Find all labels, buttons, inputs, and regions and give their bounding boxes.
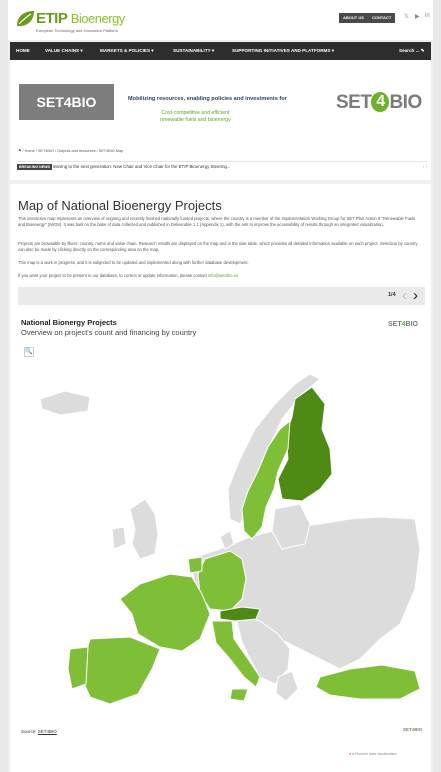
banner-slogan: Mobilizing resources, enabling policies and investments for xyxy=(128,96,287,102)
youtube-icon[interactable]: ▶ xyxy=(415,14,420,20)
ticker-headline[interactable]: Moving to the next generation: New Chair and Vice Chair for the ETIP Bioenergy Steering... xyxy=(53,164,231,169)
map-title: National Bionergy Projects xyxy=(21,318,117,327)
home-icon[interactable]: ⚑ xyxy=(18,149,22,153)
set4bio-badge: SET4BIO xyxy=(19,84,114,120)
main-nav xyxy=(10,42,431,60)
filters-paragraph: Projects are browsable by filters: country, name and value chain. Research results are displayed on the map and in the side table, which provides all detailed information available on each project. Selection by country can also be made by clicking directly on the corresponding area on the map. xyxy=(18,241,418,253)
europe-map[interactable] xyxy=(20,359,428,719)
banner-section xyxy=(10,60,431,180)
map-subtitle: Overview on project's count and financing by country xyxy=(21,328,197,337)
source-link[interactable]: SET4BIO xyxy=(37,729,57,734)
brand-subtitle: European Technology and Innovation Platform xyxy=(36,28,118,33)
nav-value-chains[interactable]: VALUE CHAINS ▾ xyxy=(45,48,83,53)
map-netherlands[interactable] xyxy=(188,557,202,573)
nav-markets-policies[interactable]: MARKETS & POLICIES ▾ xyxy=(100,48,154,53)
search-input[interactable]: Search ... ✎ xyxy=(399,44,429,58)
about-us-button[interactable]: ABOUT US xyxy=(339,13,368,23)
contact-email-link[interactable]: info@set4bio.eu xyxy=(207,273,239,278)
news-ticker xyxy=(17,161,427,171)
flourish-credit[interactable]: ● A Flourish data visualization xyxy=(349,752,397,756)
contact-button[interactable]: CONTACT xyxy=(368,13,395,23)
map-uk-ireland xyxy=(112,499,158,559)
breadcrumb-set4bio[interactable]: SET4BIO xyxy=(37,149,54,153)
wip-paragraph: This map is a work in progress, and it is subjected to be updated and implemented along with further database development. xyxy=(18,260,249,265)
flourish-icon: ● xyxy=(349,752,352,756)
breadcrumb-current: SET4BIO Map xyxy=(98,149,124,153)
set4bio-logo: SET 4 BIO xyxy=(336,92,422,113)
search-icon: ✎ xyxy=(420,48,425,53)
nav-sustainability[interactable]: SUSTAINABILITY ▾ xyxy=(173,48,215,53)
story-pager xyxy=(18,287,425,305)
contact-paragraph: If you want your project to be present in our database, to correct or update information, please contact info@set4bio.eu xyxy=(18,273,239,278)
next-arrow-icon[interactable]: › xyxy=(413,287,418,304)
main-content xyxy=(10,184,431,772)
ticker-arrows[interactable]: ‹ › xyxy=(422,164,427,169)
intro-paragraph: This interactive map represents an overview of ongoing and recently finished nationally funded projects, where the country is a member of the Implementation Working Group for SET Plan Action 8 "Renewable Fuels and Bioenergy" (IWG8). It was built on the base of data collected and published in Deliverable 1.1 (Appendix 1), with the aim to improve the accessibility of results through an integrated visualization. xyxy=(18,216,416,228)
page xyxy=(8,0,433,772)
map-baltics xyxy=(272,504,310,549)
map-iceland xyxy=(40,391,90,415)
nav-supporting-initiatives[interactable]: SUPPORTING INITIATIVES AND PLATFORMS ▾ xyxy=(232,48,335,53)
map-source: Source: SET4BIO xyxy=(21,729,57,734)
site-header xyxy=(8,0,433,40)
nav-home[interactable]: HOME xyxy=(16,48,30,53)
breadcrumb-outputs[interactable]: Outputs and resources xyxy=(57,149,96,153)
twitter-icon[interactable]: 𝕏 xyxy=(404,14,409,20)
linkedin-icon[interactable]: in xyxy=(425,13,430,19)
brand-name: ETIP Bioenergy xyxy=(36,10,125,27)
leaf-icon xyxy=(14,8,38,30)
prev-arrow-icon[interactable]: ‹ xyxy=(402,287,407,304)
map-logo: SET4BIO xyxy=(388,321,418,328)
source-logo: SET4BIO xyxy=(403,727,423,732)
map-portugal[interactable] xyxy=(68,647,88,689)
zoom-search-icon[interactable]: 🔍 xyxy=(25,349,33,355)
breadcrumb: ⚑ / Home / SET4BIO / Outputs and resources / SET4BIO Map xyxy=(18,149,124,153)
page-counter: 1/4 xyxy=(388,292,396,298)
breaking-news-label: BREAKING NEWS xyxy=(19,165,50,169)
map-turkey[interactable] xyxy=(316,665,420,699)
map-spain[interactable] xyxy=(80,637,160,704)
breadcrumb-home[interactable]: Home xyxy=(24,149,35,153)
banner-tagline: Cost-competitive and efficient renewable fuels and bioenergy xyxy=(160,110,231,123)
page-title: Map of National Bioenergy Projects xyxy=(18,198,222,213)
